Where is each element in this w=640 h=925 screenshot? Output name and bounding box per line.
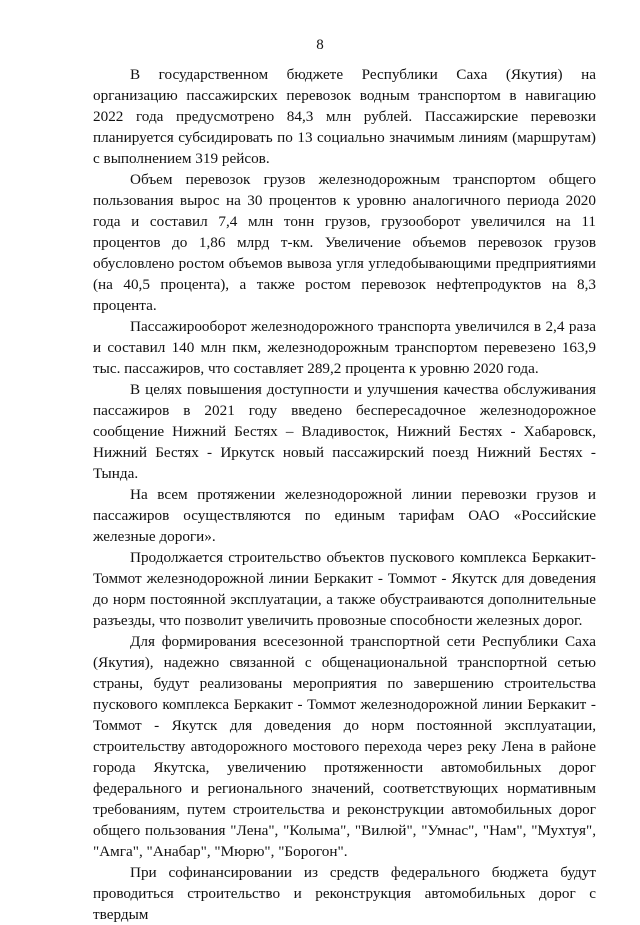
paragraph-federal-cofinancing: При софинансировании из средств федерального бюджета будут проводиться строительство и реконструкция автомобильных дорог с твердым — [93, 864, 596, 923]
paragraph-transport-network: Для формирования всесезонной транспортной сети Республики Саха (Якутия), надежно связанной с общенациональной транспортной сетью страны, будут реализованы мероприятия по завершению строительства пускового комплекса Беркакит - Томмот железнодорожной линии Беркакит - Томмот - Якутск для доведения до норм постоянной эксплуатации, строительству автодорожного мостового перехода через реку Лена в районе города Якутска, увеличению протяженности автомобильных дорог федерального и регионального значений, соответствующих нормативным требованиям, путем строительства и реконструкции автомобильных дорог общего пользования "Лена", "Колыма", "Вилюй", "Умнас", "Нам", "Мухтуя", "Амга", "Анабар", "Мюрю", "Борогон". — [93, 633, 596, 860]
page-number: 8 — [316, 37, 324, 53]
paragraph-rail-freight: Объем перевозок грузов железнодорожным транспортом общего пользования вырос на 30 процентов к уровню аналогичного периода 2020 года и составил 7,4 млн тонн грузов, грузооборот увеличился на 11 процентов до 1,86 млрд т-км. Увеличение объемов перевозок грузов обусловлено ростом объемов вывоза угля угледобывающими предприятиями (на 40,5 процента), а также ростом перевозок нефтепродуктов на 8,3 процента. — [93, 171, 596, 314]
paragraph-rail-tariffs: На всем протяжении железнодорожной линии перевозки грузов и пассажиров осуществляются по единым тарифам ОАО «Российские железные дороги». — [93, 486, 596, 545]
paragraph-water-transport: В государственном бюджете Республики Саха (Якутия) на организацию пассажирских перевозок водным транспортом в навигацию 2022 года предусмотрено 84,3 млн рублей. Пассажирские перевозки планируется субсидировать по 13 социально значимым линиям (маршрутам) с выполнением 319 рейсов. — [93, 66, 596, 167]
paragraph-berkakit-construction: Продолжается строительство объектов пускового комплекса Беркакит-Томмот железнодорожной линии Беркакит - Томмот - Якутск для доведения до норм постоянной эксплуатации, а также обустраиваются дополнительные разъезды, что позволит увеличить провозные способности железных дорог. — [93, 549, 596, 629]
paragraph-direct-rail-service: В целях повышения доступности и улучшения качества обслуживания пассажиров в 2021 году введено беспересадочное железнодорожное сообщение Нижний Бестях – Владивосток, Нижний Бестях - Хабаровск, Нижний Бестях - Иркутск новый пассажирский поезд Нижний Бестях - Тында. — [93, 381, 596, 482]
paragraph-rail-passenger-turnover: Пассажирооборот железнодорожного транспорта увеличился в 2,4 раза и составил 140 млн пкм, железнодорожным транспортом перевезено 163,9 тыс. пассажиров, что составляет 289,2 процента к уровню 2020 года. — [93, 318, 596, 377]
document-body — [93, 64, 596, 925]
